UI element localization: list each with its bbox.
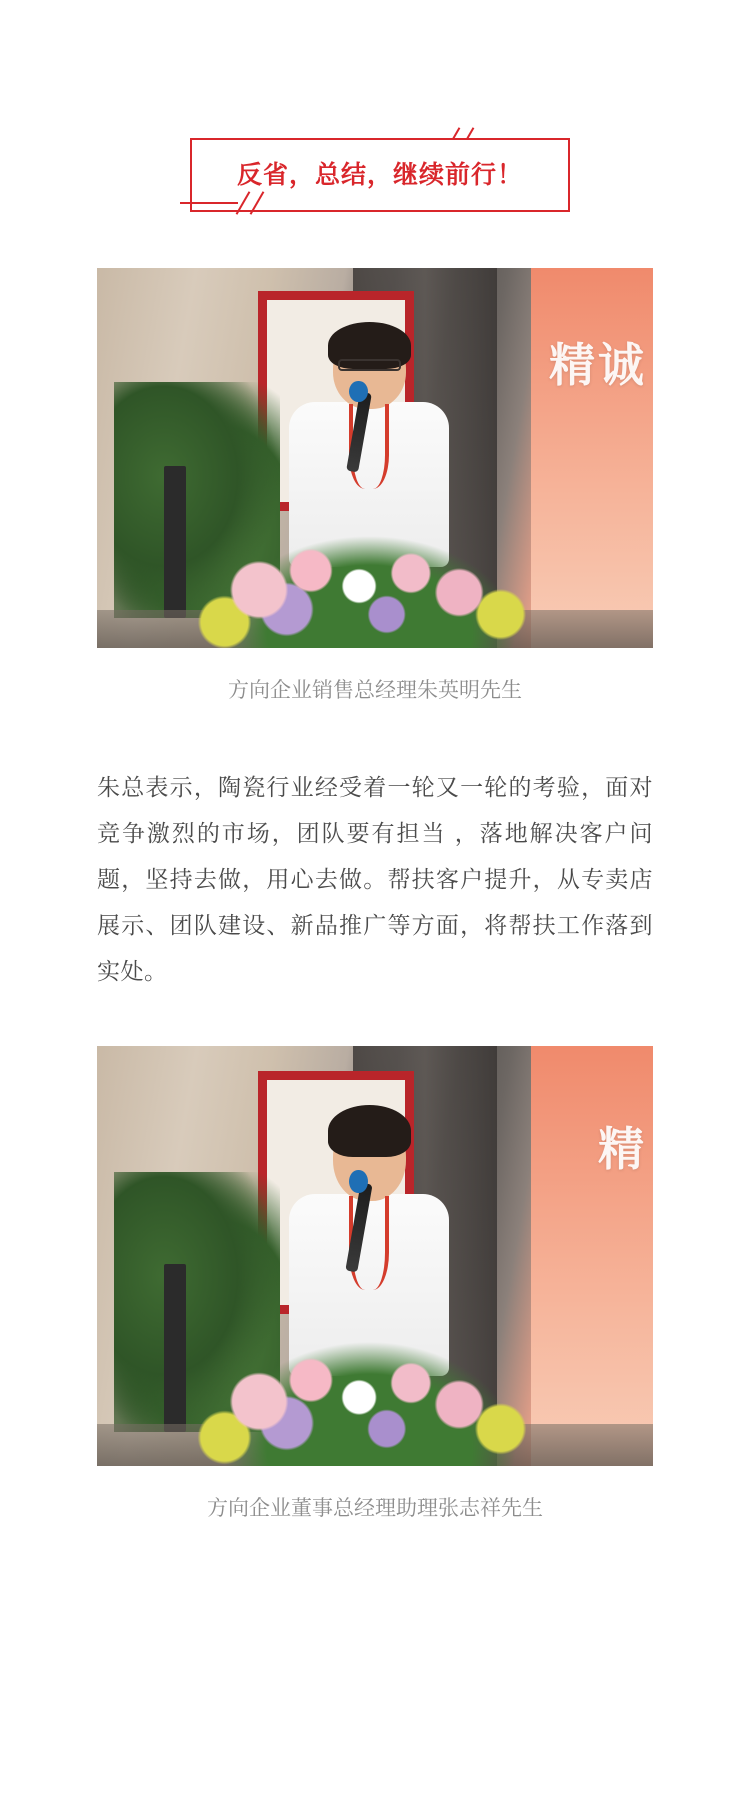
microphone-head-icon bbox=[349, 1170, 367, 1193]
photo-block-1 bbox=[0, 268, 750, 708]
glasses-icon bbox=[338, 359, 401, 371]
photo-flower-arrangement bbox=[197, 519, 542, 648]
photo-flower-arrangement bbox=[197, 1323, 542, 1466]
photo-orange-banner bbox=[531, 1046, 653, 1466]
speaker-photo-1 bbox=[97, 268, 653, 648]
decor-slashes-bottom-left-icon bbox=[236, 194, 272, 216]
photo-caption-2: 方向企业董事总经理助理张志祥先生 bbox=[207, 1496, 543, 1520]
photo-caption-1: 方向企业销售总经理朱英明先生 bbox=[228, 679, 522, 702]
decor-line-bottom-left bbox=[180, 202, 238, 204]
title-banner-frame bbox=[180, 130, 570, 212]
photo-block-2 bbox=[0, 1046, 750, 1526]
page-title: 反省，总结，继续前行！ bbox=[236, 160, 523, 189]
title-banner bbox=[0, 130, 750, 212]
photo-stand-pole bbox=[164, 1264, 186, 1432]
photo-orange-banner bbox=[531, 268, 653, 648]
photo-banner-text: 精 bbox=[598, 1122, 647, 1175]
photo-stand-pole bbox=[164, 466, 186, 618]
microphone-head-icon bbox=[349, 381, 367, 402]
photo-speaker-hair bbox=[328, 1105, 411, 1157]
body-paragraph: 朱总表示，陶瓷行业经受着一轮又一轮的考验，面对竞争激烈的市场，团队要有担当 ，落地解决客户问题，坚持去做，用心去做。帮扶客户提升，从专卖店展示、团队建设、新品推广等方面，将帮扶工作落到实处。 bbox=[97, 773, 653, 984]
speaker-photo-2 bbox=[97, 1046, 653, 1466]
photo-banner-text: 精诚 bbox=[549, 338, 647, 391]
